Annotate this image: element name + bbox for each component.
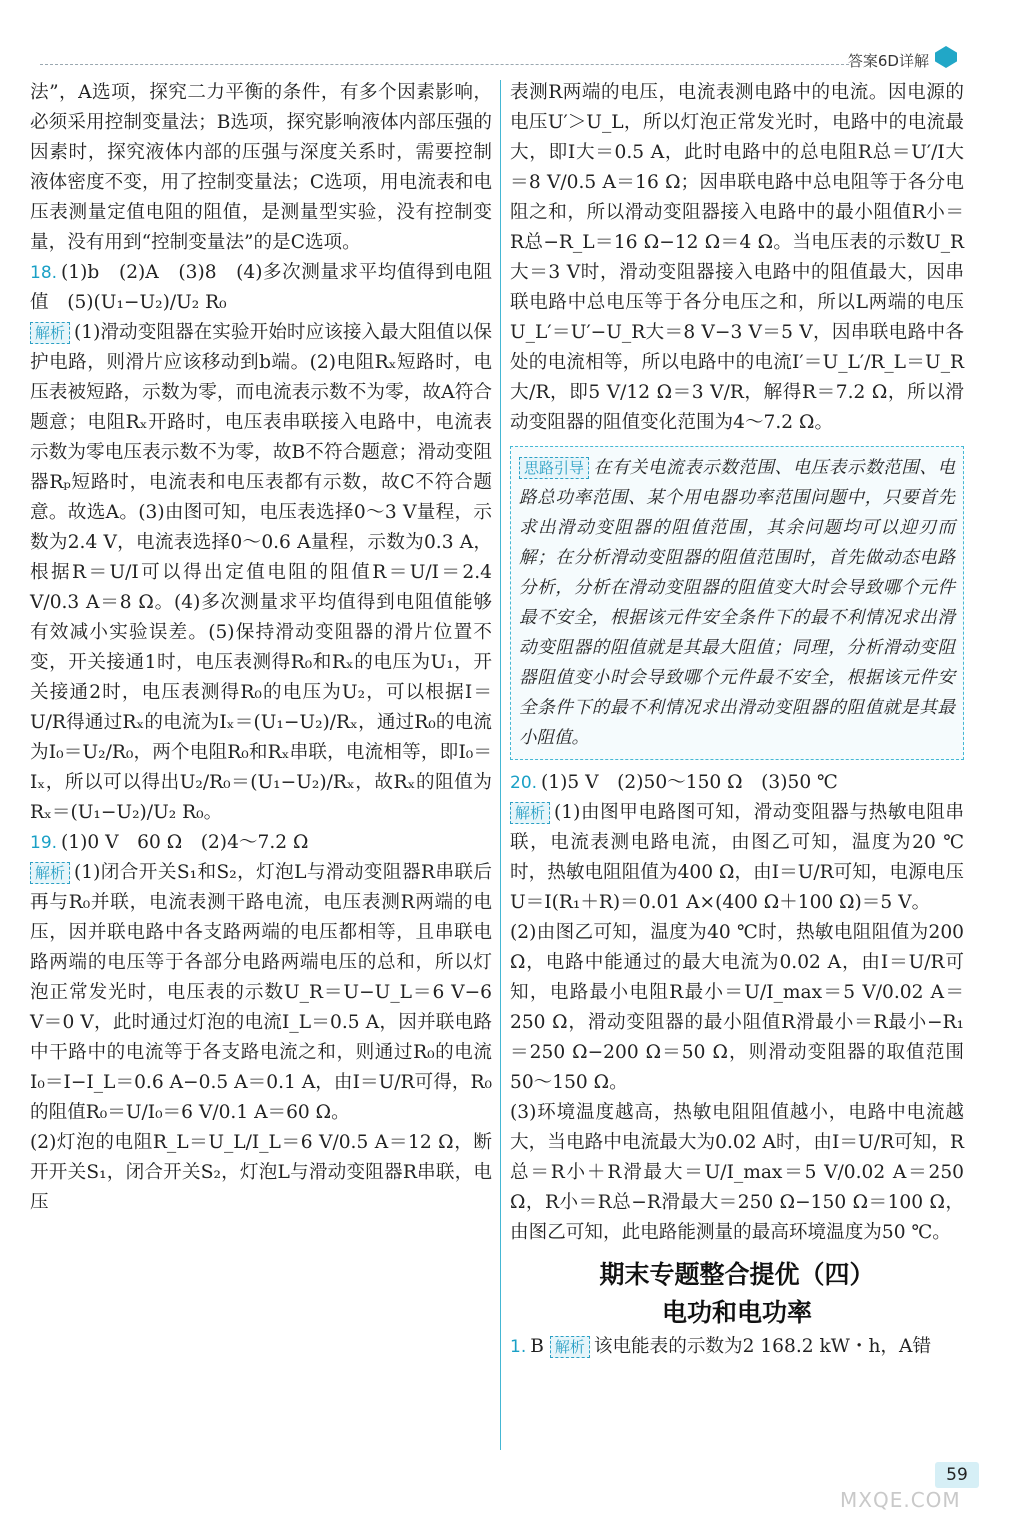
question-18-analysis-text: (1)滑动变阻器在实验开始时应该接入最大阻值以保护电路，则滑片应该移动到b端。(2)电阻Rₓ短路时，电压表被短路，示数为零，而电流表示数不为零，故A符合题意；电阻Rₓ开路时，电压表串联接入电路中，电流表示数为零电压表示数不为零，故B不符合题意；滑动变阻器Rₚ短路时，电流表和电压表都有示数，故C不符合题意。故选A。(3)由图可知，电压表选择0～3 V量程，示数为2.4 V，电流表选择0～0.6 A量程，示数为0.3 A，根据R＝U/I可以得出定值电阻的阻值R＝U/I＝2.4 V/0.3 A＝8 Ω。(4)多次测量求平均值得到电阻值能够有效减小实验误差。(5)保持滑动变阻器的滑片位置不变，开关接通1时，电压表测得R₀和Rₓ的电压为U₁，开关接通2时，电压表测得R₀的电压为U₂，可以根据I＝U/R得通过Rₓ的电流为Iₓ＝(U₁−U₂)/Rₓ，通过R₀的电流为I₀＝U₂/R₀，两个电阻R₀和Rₓ串联，电流相等，即I₀＝Iₓ，所以可以得出U₂/R₀＝(U₁−U₂)/Rₓ，故Rₓ的阻值为Rₓ＝(U₁−U₂)/U₂ R₀。	[30, 322, 492, 823]
question-19-continuation: 表测R两端的电压，电流表测电路中的电流。因电源的电压U′＞U_L，所以灯泡正常发光时，电路中的电流最大，即I大＝0.5 A，此时电路中的总电阻R总＝U′/I大＝8 V/0.5 A＝16 Ω；因串联电路中总电阻等于各分电阻之和，所以滑动变阻器接入电路中的最小阻值R小＝R总−R_L＝16 Ω−12 Ω＝4 Ω。当电压表的示数U_R大＝3 V时，滑动变阻器接入电路中的阻值最大，因串联电路中总电压等于各分电压之和，所以L两端的电压U_L′＝U′−U_R大＝8 V−3 V＝5 V，因串联电路中各处的电流相等，所以电路中的电流I′＝U_L′/R_L＝U_R大/R，即5 V/12 Ω＝3 V/R，解得R＝7.2 Ω，所以滑动变阻器的阻值变化范围为4～7.2 Ω。	[510, 82, 964, 433]
question-19-analysis-part2: (2)灯泡的电阻R_L＝U_L/I_L＝6 V/0.5 A＝12 Ω，断开开关S₁，闭合开关S₂，灯泡L与滑动变阻器R串联，电压	[30, 1132, 492, 1213]
question-18-analysis	[30, 318, 492, 828]
question-20-analysis	[510, 798, 964, 918]
continuation-paragraph: 法”，A选项，探究二力平衡的条件，有多个因素影响，必须采用控制变量法；B选项，探究影响液体内部压强的因素时，探究液体内部的压强与深度关系时，需要控制液体密度不变，用了控制变量法；C选项，用电流表和电压表测量定值电阻的阻值，是测量型实验，没有控制变量，没有用到“控制变量法”的是C选项。	[30, 82, 492, 253]
header-rule	[40, 64, 849, 65]
question-19-answer-text: (1)0 V 60 Ω (2)4～7.2 Ω	[61, 832, 309, 853]
page-header	[40, 38, 979, 78]
question-20-analysis-part3: (3)环境温度越高，热敏电阻阻值越小，电路中电流越大，当电路中电流最大为0.02 A时，由I＝U/R可知，R总＝R小＋R滑最大＝U/I_max＝5 V/0.02 A＝250 Ω，R小＝R总−R滑最大＝250 Ω−150 Ω＝100 Ω，由图乙可知，此电路能测量的最高环境温度为50 ℃。	[510, 1102, 964, 1243]
column-divider	[500, 80, 501, 1450]
question-19-number: 19.	[30, 833, 58, 853]
header-label: 答案6D详解	[847, 52, 929, 70]
question-1-number: 1.	[510, 1337, 527, 1357]
question-18-answer-text: (1)b (2)A (3)8 (4)多次测量求平均值得到电阻值 (5)(U₁−U₂)/U₂ R₀	[30, 262, 492, 313]
question-1-analysis-text: 该电能表的示数为2 168.2 kW・h，A错	[593, 1336, 932, 1357]
question-18-answer	[30, 258, 492, 318]
guide-tag: 思路引导	[519, 457, 589, 479]
analysis-tag: 解析	[30, 862, 70, 884]
guide-text: 在有关电流表示数范围、电压表示数范围、电路总功率范围、某个用电器功率范围问题中，只要首先求出滑动变阻器的阻值范围，其余问题均可以迎刃而解；在分析滑动变阻器的阻值范围时，首先做动态电路分析，分析在滑动变阻器的阻值变大时会导致哪个元件最不安全，根据该元件安全条件下的最不利情况求出滑动变阻器的阻值就是其最大阻值；同理，分析滑动变阻器阻值变小时会导致哪个元件最不安全，根据该元件安全条件下的最不利情况求出滑动变阻器的阻值就是其最小阻值。	[519, 458, 955, 748]
analysis-tag: 解析	[510, 802, 550, 824]
analysis-tag: 解析	[30, 322, 70, 344]
question-1-answer-text: B	[530, 1336, 544, 1357]
brand-logo-icon	[935, 46, 957, 68]
question-20-analysis-part2: (2)由图乙可知，温度为40 ℃时，热敏电阻阻值为200 Ω，电路中能通过的最大电流为0.02 A，由I＝U/R可知，电路最小电阻R最小＝U/I_max＝5 V/0.02 A＝250 Ω，滑动变阻器的最小阻值R滑最小＝R最小−R₁＝250 Ω−200 Ω＝50 Ω，则滑动变阻器的取值范围50～150 Ω。	[510, 922, 964, 1093]
watermark: MXQE.COM	[840, 1488, 961, 1512]
left-column	[30, 78, 492, 1218]
question-19-answer	[30, 828, 492, 858]
question-20-number: 20.	[510, 773, 538, 793]
question-18-number: 18.	[30, 263, 58, 283]
section-title: 期末专题整合提优（四）	[599, 1260, 875, 1289]
analysis-tag: 解析	[550, 1336, 590, 1358]
question-1-answer	[510, 1332, 964, 1362]
thinking-guide-box	[510, 446, 964, 760]
section-subtitle: 电功和电功率	[661, 1298, 812, 1327]
question-19-analysis-text: (1)闭合开关S₁和S₂，灯泡L与滑动变阻器R串联后再与R₀并联，电流表测干路电流，电压表测R两端的电压，因并联电路中各支路两端的电压都相等，且串联电路两端的电压等于各部分电路两端电压的总和，所以灯泡正常发光时，电压表的示数U_R＝U−U_L＝6 V−6 V＝0 V，此时通过灯泡的电流I_L＝0.5 A，因并联电路中干路中的电流等于各支路电流之和，则通过R₀的电流I₀＝I−I_L＝0.6 A−0.5 A＝0.1 A，由I＝U/R可得，R₀的阻值R₀＝U/I₀＝6 V/0.1 A＝60 Ω。	[30, 862, 492, 1123]
question-20-answer-text: (1)5 V (2)50～150 Ω (3)50 ℃	[541, 772, 838, 793]
question-20-answer	[510, 768, 964, 798]
question-19-analysis	[30, 858, 492, 1128]
right-column	[510, 78, 964, 1362]
page-number: 59	[935, 1462, 979, 1488]
question-20-analysis-part1: (1)由图甲电路图可知，滑动变阻器与热敏电阻串联，电流表测电路电流，由图乙可知，温度为20 ℃时，热敏电阻阻值为400 Ω，由I＝U/R可知，电源电压U＝I(R₁＋R)＝0.01 A×(400 Ω＋100 Ω)＝5 V。	[510, 802, 964, 913]
